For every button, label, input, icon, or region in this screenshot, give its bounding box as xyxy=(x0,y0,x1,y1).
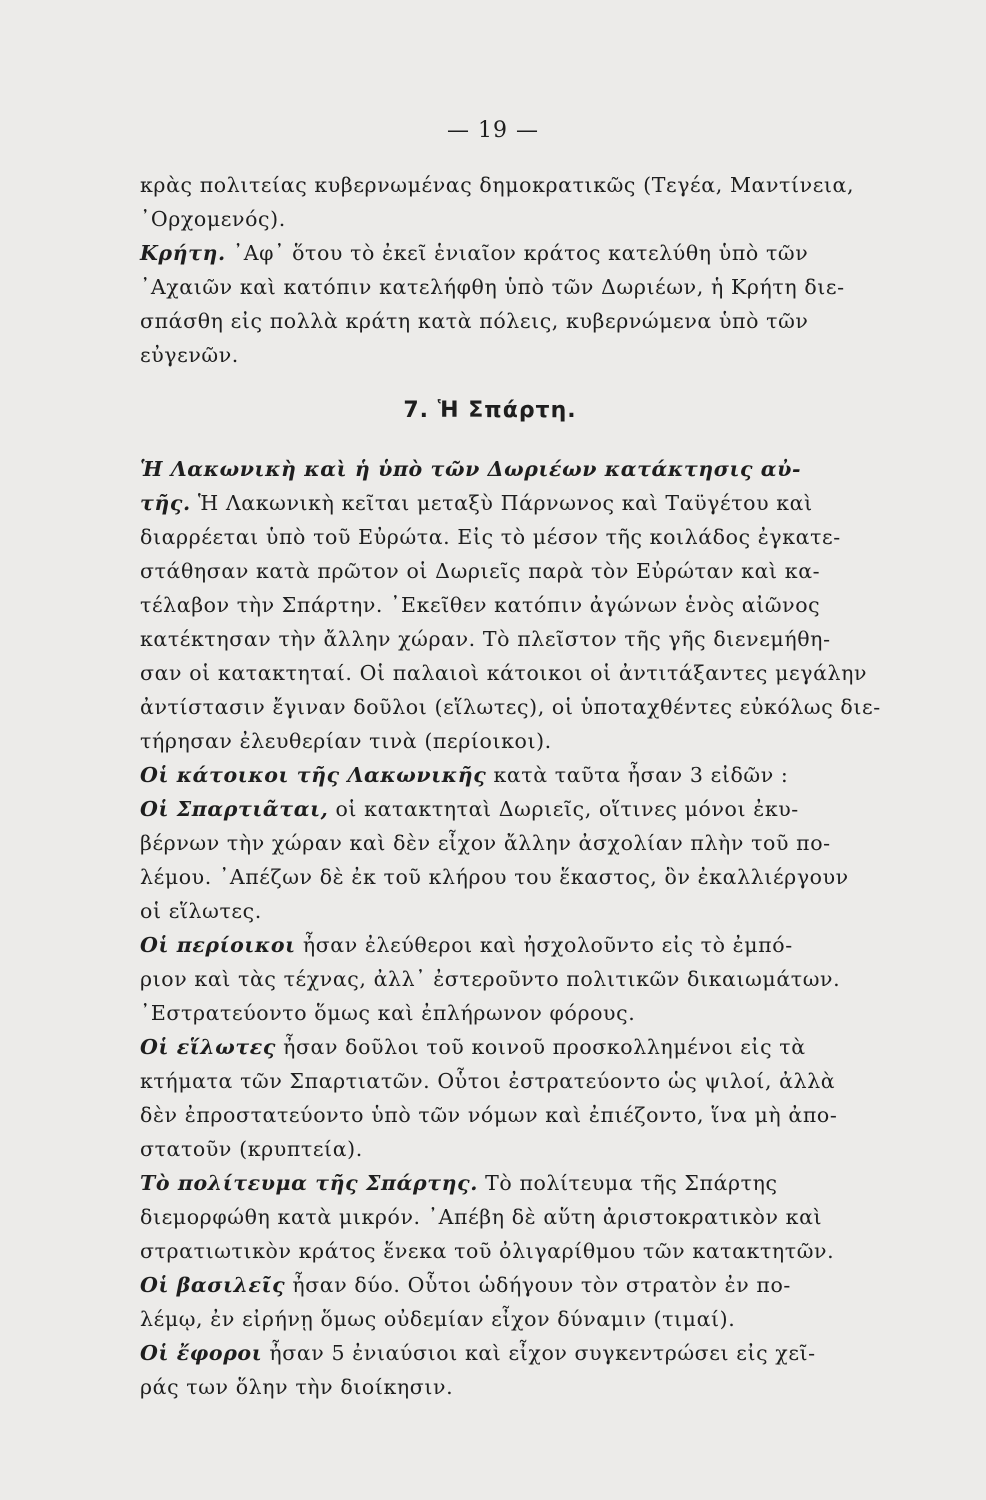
subsection-title-helots: Οἱ εἵλωτες xyxy=(140,1035,276,1059)
text-run: οἱ κατακτηταὶ Δωριεῖς, οἵτινες μόνοι ἐκυ- xyxy=(335,797,799,821)
text-line: ᾿Αχαιῶν καὶ κατόπιν κατελήφθη ὑπὸ τῶν Δωριέων, ἡ Κρήτη διε- xyxy=(140,275,845,299)
page-number: — 19 — xyxy=(447,118,539,143)
text-line: δὲν ἐπροστατεύοντο ὑπὸ τῶν νόμων καὶ ἐπιέζοντο, ἵνα μὴ ἀπο- xyxy=(140,1103,838,1127)
subsection-title-inhabitants: Οἱ κάτοικοι τῆς Λακωνικῆς xyxy=(140,763,487,787)
text-line xyxy=(140,1168,840,1198)
subsection-title-spartiates: Οἱ Σπαρτιᾶται, xyxy=(140,797,329,821)
subsection-title-laconia: Ἡ Λακωνικὴ καὶ ἡ ὑπὸ τῶν Δωριέων κατάκτησις αὐ- xyxy=(140,457,802,481)
text-line: στάθησαν κατὰ πρῶτον οἱ Δωριεῖς παρὰ τὸν Εὐρώταν καὶ κα- xyxy=(140,559,821,583)
text-run: ἦσαν δοῦλοι τοῦ κοινοῦ προσκολλημένοι εἰς τὰ xyxy=(283,1035,806,1059)
text-run: Ἡ Λακωνικὴ κεῖται μεταξὺ Πάρνωνος καὶ Ταϋγέτου καὶ xyxy=(197,491,813,515)
text-run: ᾿Αφ᾿ ὅτου τὸ ἐκεῖ ἑνιαῖον κράτος κατελύθη ὑπὸ τῶν xyxy=(232,241,809,265)
subsection-title-perioikoi: Οἱ περίοικοι xyxy=(140,933,296,957)
text-line xyxy=(140,1338,840,1368)
text-line xyxy=(140,1270,840,1300)
text-line: βέρνων τὴν χώραν καὶ δὲν εἶχον ἄλλην ἀσχολίαν πλὴν τοῦ πο- xyxy=(140,831,831,855)
text-line: κτήματα τῶν Σπαρτιατῶν. Οὗτοι ἐστρατεύοντο ὡς ψιλοί, ἀλλὰ xyxy=(140,1069,836,1093)
section-heading: 7. Ἡ Σπάρτη. xyxy=(403,398,577,423)
text-line: τέλαβον τὴν Σπάρτην. ᾿Εκεῖθεν κατόπιν ἀγώνων ἑνὸς αἰῶνος xyxy=(140,593,821,617)
subsection-title-kings: Οἱ βασιλεῖς xyxy=(140,1273,286,1297)
text-line: στατοῦν (κρυπτεία). xyxy=(140,1137,363,1161)
text-line: σαν οἱ κατακτηταί. Οἱ παλαιοὶ κάτοικοι οἱ ἀντιτάξαντες μεγάλην xyxy=(140,661,868,685)
text-line xyxy=(140,930,840,960)
text-line xyxy=(140,454,840,484)
text-line: διαρρέεται ὑπὸ τοῦ Εὐρώτα. Εἰς τὸ μέσον τῆς κοιλάδος ἐγκατε- xyxy=(140,525,841,549)
text-run: ἦσαν δύο. Οὗτοι ὡδήγουν τὸν στρατὸν ἐν πο- xyxy=(292,1273,791,1297)
text-line xyxy=(140,760,840,790)
text-line: λέμῳ, ἐν εἰρήνῃ ὅμως οὐδεμίαν εἶχον δύναμιν (τιμαί). xyxy=(140,1307,736,1331)
text-line: ριον καὶ τὰς τέχνας, ἀλλ᾿ ἐστεροῦντο πολιτικῶν δικαιωμάτων. xyxy=(140,967,841,991)
text-line xyxy=(140,488,840,518)
text-line: ᾿Εστρατεύοντο ὅμως καὶ ἐπλήρωνον φόρους. xyxy=(140,1001,636,1025)
text-line: ᾿Ορχομενός). xyxy=(140,207,286,231)
text-line: εὐγενῶν. xyxy=(140,343,239,367)
text-line xyxy=(140,794,840,824)
subsection-title-ephors: Οἱ ἔφοροι xyxy=(140,1341,263,1365)
subsection-title-laconia-cont: τῆς. xyxy=(140,491,191,515)
text-line xyxy=(140,238,840,268)
text-line: σπάσθη εἰς πολλὰ κράτη κατὰ πόλεις, κυβερνώμενα ὑπὸ τῶν xyxy=(140,309,809,333)
text-line: οἱ εἵλωτες. xyxy=(140,899,262,923)
subsection-title-crete: Κρήτη. xyxy=(140,241,226,265)
text-line: στρατιωτικὸν κράτος ἕνεκα τοῦ ὀλιγαρίθμου τῶν κατακτητῶν. xyxy=(140,1239,835,1263)
text-line: ἀντίστασιν ἔγιναν δοῦλοι (εἵλωτες), οἱ ὑποταχθέντες εὐκόλως διε- xyxy=(140,695,881,719)
text-run: κατὰ ταῦτα ἦσαν 3 εἰδῶν : xyxy=(493,763,789,787)
text-line: ράς των ὅλην τὴν διοίκησιν. xyxy=(140,1375,454,1399)
text-line xyxy=(140,1032,840,1062)
text-line: τήρησαν ἐλευθερίαν τινὰ (περίοικοι). xyxy=(140,729,552,753)
text-line: κατέκτησαν τὴν ἄλλην χώραν. Τὸ πλεῖστον τῆς γῆς διενεμήθη- xyxy=(140,627,831,651)
text-line: κρὰς πολιτείας κυβερνωμένας δημοκρατικῶς (Τεγέα, Μαντίνεια, xyxy=(140,173,855,197)
subsection-title-constitution: Τὸ πολίτευμα τῆς Σπάρτης. xyxy=(140,1171,478,1195)
text-run: Τὸ πολίτευμα τῆς Σπάρτης xyxy=(485,1171,778,1195)
text-run: ἦσαν ἐλεύθεροι καὶ ἠσχολοῦντο εἰς τὸ ἐμπό- xyxy=(302,933,793,957)
text-line: διεμορφώθη κατὰ μικρόν. ᾿Απέβη δὲ αὕτη ἀριστοκρατικὸν καὶ xyxy=(140,1205,823,1229)
text-run: ἦσαν 5 ἐνιαύσιοι καὶ εἶχον συγκεντρώσει εἰς χεῖ- xyxy=(269,1341,816,1365)
text-line: λέμου. ᾿Απέζων δὲ ἐκ τοῦ κλήρου του ἕκαστος, ὃν ἐκαλλιέργουν xyxy=(140,865,849,889)
